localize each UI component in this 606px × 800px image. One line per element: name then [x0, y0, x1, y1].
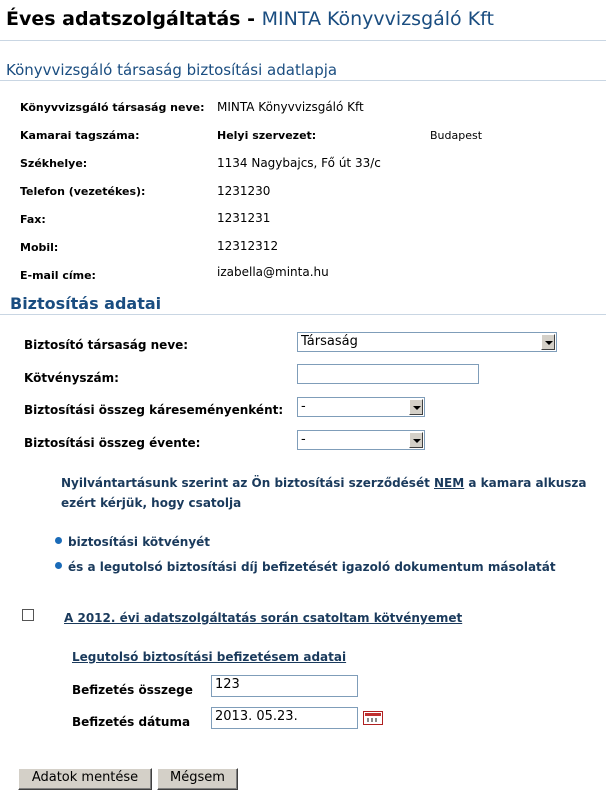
- page-title: [6, 8, 494, 30]
- insurance-section-title: Biztosítás adatai: [10, 294, 162, 313]
- notice-line-1-before: Nyilvántartásunk szerint az Ön biztosítási szerződését: [61, 476, 434, 490]
- notice-line-2: ezért kérjük, hogy csatolja: [61, 496, 242, 510]
- payment-section-title[interactable]: Legutolsó biztosítási befizetésem adatai: [72, 650, 347, 664]
- email-label: E-mail címe:: [20, 269, 96, 282]
- insurer-label: Biztosító társaság neve:: [24, 338, 189, 352]
- per-event-selected-value: -: [301, 399, 306, 414]
- header-divider: [0, 40, 606, 41]
- insurer-selected-value: Társaság: [301, 334, 358, 349]
- local-org-value: Budapest: [430, 129, 483, 142]
- bullet-icon: [55, 537, 62, 544]
- policy-number-input[interactable]: [297, 364, 479, 384]
- chamber-number-label: Kamarai tagszáma:: [20, 129, 140, 142]
- local-org-label: Helyi szervezet:: [217, 129, 317, 142]
- chevron-down-icon[interactable]: [409, 399, 423, 415]
- per-year-amount-select[interactable]: [297, 430, 425, 450]
- auditor-section-divider: [0, 80, 606, 81]
- seat-label: Székhelye:: [20, 157, 88, 170]
- insurer-select[interactable]: [297, 332, 557, 352]
- per-year-selected-value: -: [301, 432, 306, 447]
- phone-value: 1231230: [217, 184, 271, 198]
- insurance-section-divider: [0, 314, 606, 315]
- notice-line-1-after: a kamara alkusza: [464, 476, 587, 490]
- notice-line-1: [61, 476, 586, 490]
- page-title-prefix: Éves adatszolgáltatás -: [6, 8, 255, 30]
- mobile-label: Mobil:: [20, 241, 59, 254]
- fax-label: Fax:: [20, 213, 46, 226]
- payment-amount-label: Befizetés összege: [72, 683, 193, 697]
- fax-value: 1231231: [217, 211, 271, 225]
- company-name-value: MINTA Könyvvizsgáló Kft: [217, 100, 364, 114]
- company-name-label: Könyvvizsgáló társaság neve:: [20, 101, 205, 114]
- required-doc-1: biztosítási kötvényét: [68, 535, 211, 549]
- per-year-amount-label: Biztosítási összeg évente:: [24, 436, 201, 450]
- email-value: izabella@minta.hu: [217, 265, 329, 279]
- policy-number-label: Kötvényszám:: [24, 371, 119, 385]
- calendar-icon[interactable]: [363, 711, 383, 725]
- cancel-button[interactable]: Mégsem: [157, 768, 238, 790]
- bullet-icon: [55, 562, 62, 569]
- required-doc-2: és a legutolsó biztosítási díj befizetését igazoló dokumentum másolatát: [68, 560, 556, 574]
- attached-policy-link[interactable]: A 2012. évi adatszolgáltatás során csatoltam kötvényemet: [64, 611, 463, 625]
- attached-policy-checkbox[interactable]: [22, 609, 34, 621]
- payment-date-input[interactable]: 2013. 05.23.: [211, 707, 358, 729]
- per-event-amount-select[interactable]: [297, 397, 425, 417]
- auditor-section-title: Könyvvizsgáló társaság biztosítási adatlapja: [6, 61, 338, 79]
- seat-value: 1134 Nagybajcs, Fő út 33/c: [217, 156, 381, 170]
- phone-label: Telefon (vezetékes):: [20, 185, 146, 198]
- per-event-amount-label: Biztosítási összeg káreseményenként:: [24, 403, 284, 417]
- save-button[interactable]: Adatok mentése: [18, 768, 152, 790]
- mobile-value: 12312312: [217, 239, 279, 253]
- page-title-company: MINTA Könyvvizsgáló Kft: [261, 8, 494, 30]
- chevron-down-icon[interactable]: [541, 334, 555, 350]
- notice-emphasis: NEM: [434, 476, 465, 490]
- payment-date-label: Befizetés dátuma: [72, 715, 191, 729]
- chevron-down-icon[interactable]: [409, 432, 423, 448]
- payment-amount-input[interactable]: 123: [211, 675, 358, 697]
